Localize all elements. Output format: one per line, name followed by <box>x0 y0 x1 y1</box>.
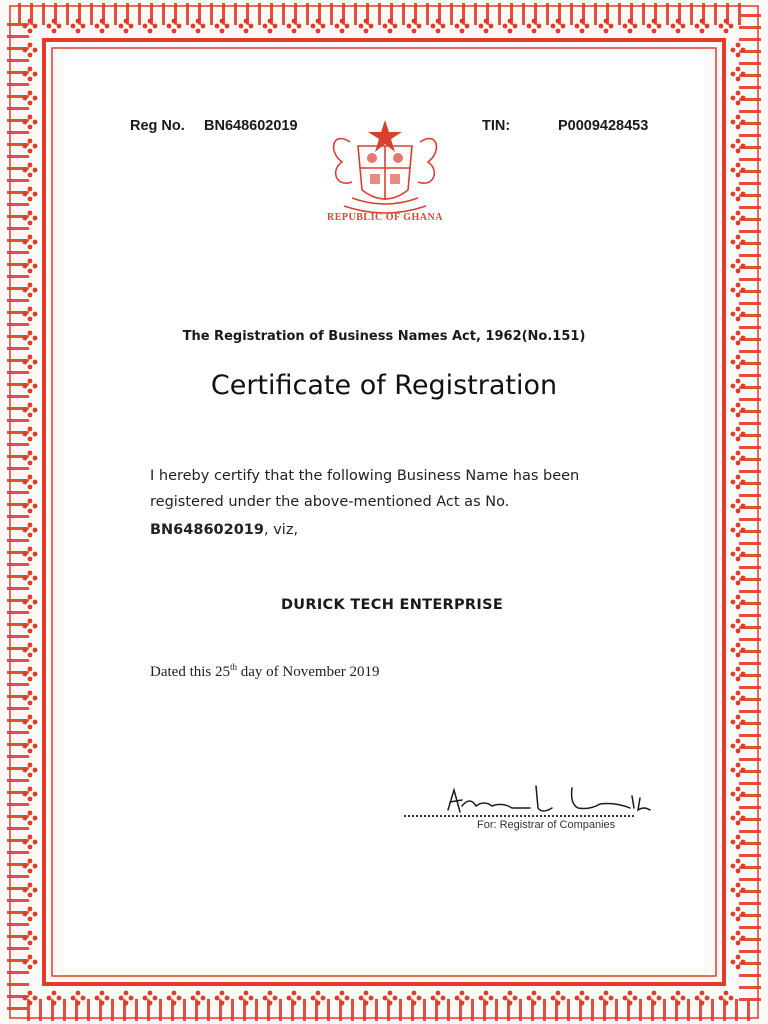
dated-prefix: Dated this 25 <box>150 664 230 680</box>
certify-viz: , viz, <box>264 522 299 538</box>
certify-reg-number: BN648602019 <box>150 522 264 538</box>
page-title: Certificate of Registration <box>210 370 558 401</box>
dated-line <box>150 662 379 681</box>
act-heading: The Registration of Business Names Act, 1962(No.151) <box>182 329 586 344</box>
tin-value: P0009428453 <box>558 118 649 134</box>
certify-line-3 <box>150 516 630 544</box>
reg-number-value: BN648602019 <box>204 118 298 134</box>
certify-line-1: I hereby certify that the following Business Name has been <box>150 468 580 484</box>
reg-number-label: Reg No. <box>130 118 185 134</box>
dated-suffix: day of November 2019 <box>237 664 380 680</box>
certify-line-2: registered under the above-mentioned Act as No. <box>150 494 510 510</box>
coat-of-arms-icon <box>322 112 448 224</box>
signature-line <box>404 815 634 817</box>
tin-label: TIN: <box>482 118 511 134</box>
emblem-caption: REPUBLIC OF GHANA <box>327 212 443 223</box>
signature <box>440 778 665 824</box>
business-name: DURICK TECH ENTERPRISE <box>280 597 504 613</box>
registrar-label: For: Registrar of Companies <box>477 819 616 831</box>
dated-ordinal: th <box>230 662 238 672</box>
